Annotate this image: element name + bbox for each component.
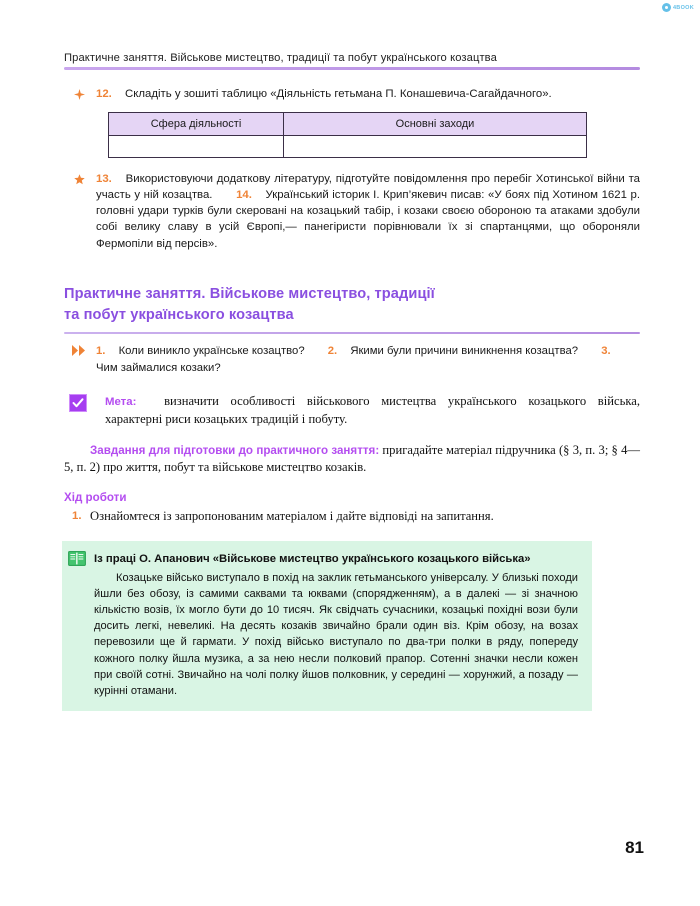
source-excerpt-box: [62, 541, 592, 710]
table-cell-0-1: [284, 135, 587, 157]
warmup-q1-text: Коли виникло українське козацтво?: [118, 345, 305, 358]
activity-table: [108, 112, 587, 158]
preparation-text: пригадайте матеріал підручника (§ 3, п. 3; § 4—5, п. 2) про життя, побут та військове мистецтво козаків.: [64, 442, 640, 475]
exercise-12-number: 12.: [96, 87, 112, 100]
section-title-line-1: Практичне заняття. Військове мистецтво, традиції: [64, 285, 435, 302]
table-cell-0-0: [109, 135, 284, 157]
section-title-line-2: та побут українського козацтва: [64, 306, 294, 323]
page-number: 81: [625, 838, 644, 857]
exercise-12-text: Складіть у зошиті таблицю «Діяльність гетьмана П. Конашевича-Сагайдачного».: [125, 87, 552, 100]
sparkle-icon: [74, 87, 88, 101]
goal-text: визначити особливості військового мистецтва українського козацького війська, характерні риси козацьких традицій і побуту.: [105, 394, 640, 427]
exercise-13-number: 13.: [96, 172, 112, 185]
watermark-text: 4BOOK: [672, 4, 694, 11]
checkmark-icon: [69, 394, 87, 412]
warmup-q1-number: 1.: [96, 345, 106, 358]
table-header-cell-1: Основні заходи: [284, 112, 587, 135]
source-title: Із праці О. Апанович «Військове мистецтво українського козацького війська»: [94, 553, 531, 566]
warmup-q2-text: Якими були причини виникнення козацтва?: [350, 345, 579, 358]
goal-label: Мета:: [105, 396, 137, 409]
page-title: [64, 284, 640, 326]
work-order-step-1-number: 1.: [72, 510, 82, 523]
exercise-12: [64, 86, 640, 102]
double-arrow-icon: [72, 345, 86, 361]
running-head: Практичне заняття. Військове мистецтво, традиції та побут українського козацтва: [64, 52, 497, 64]
star-icon: [74, 172, 88, 186]
table-header-row: [109, 112, 587, 135]
warmup-q3-number: 3.: [601, 345, 611, 358]
running-head-rule: [64, 67, 640, 70]
exercise-14-number: 14.: [236, 188, 252, 201]
warmup-questions: [64, 343, 640, 376]
table-header-cell-0: Сфера діяльності: [109, 112, 284, 135]
exercise-14-text: Український історик І. Крип’якевич писав: «У боях під Хотином 1621 р. головні удари турків були скеровані на козацький табір, і козаки своєю обороною та атаками здобули собі велику славу в усій Європі,— панегіристи порівнювали їх зі спартанцями, що обороняли Фермопіли від персів».: [96, 188, 640, 250]
goal-block: [64, 393, 640, 429]
exercise-13-text: Використовуючи додаткову літературу, підготуйте повідомлення про перебіг Хотинської війни та участь у ній козацтва.: [96, 172, 640, 201]
table-row: [109, 135, 587, 157]
work-order-step-1-text: Ознайомтеся із запропонованим матеріалом і дайте відповіді на запитання.: [90, 509, 494, 524]
exercise-13: [64, 171, 640, 252]
work-order-heading: Хід роботи: [64, 491, 127, 505]
warmup-q2-number: 2.: [327, 345, 338, 358]
section-rule: [64, 332, 640, 335]
warmup-q3-text: Чим займалися козаки?: [96, 361, 221, 374]
preparation-block: [64, 442, 640, 477]
source-body: Козацьке військо виступало в похід на заклик гетьманського універсалу. У близькі походи йшли без обозу, із самими саквами та юквами (спорядженням), а в далекі — зі значною кількістю возів, їх могло бути до 10 тисяч. Як свідчать сучасники, козацькі похідні вози були досить легкі, невеликі. На десять козаків звичайно брали один віз. Крім обозу, на возах перевозили ще й гармати. У похід військо виступало по два-три полки в ряду, попереду кожного полку йшла музика, а за нею несли полковий прапор. Сотенні значки несли кожен при своїй сотні. Звичайно на чолі полку йшов полковник, у середині — хорунжий, а позаду — курінні отамани.: [94, 572, 578, 697]
preparation-label: Завдання для підготовки до практичного заняття:: [90, 443, 380, 457]
book-icon: [68, 551, 86, 566]
work-order-step-1: [64, 508, 640, 525]
